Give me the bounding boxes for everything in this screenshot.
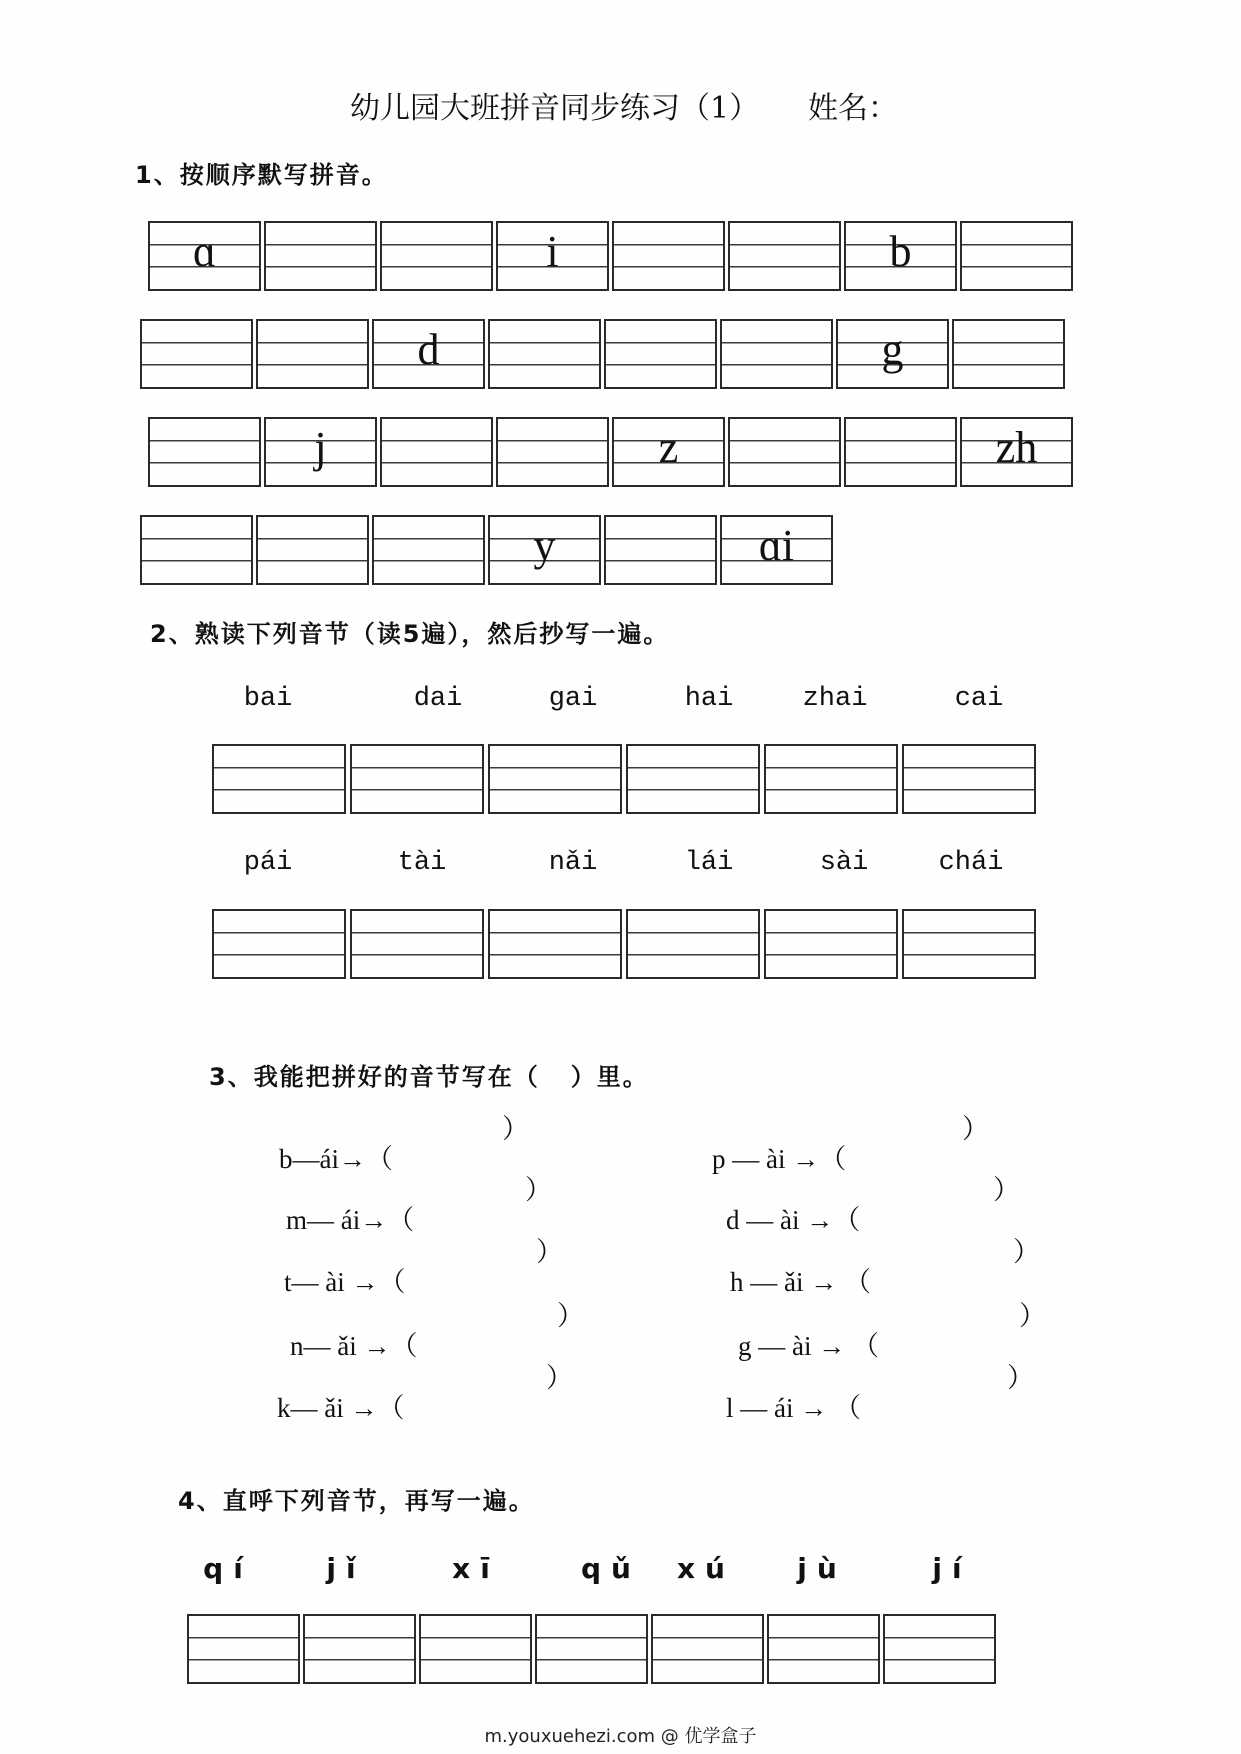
expression-text: b—ái→（ <box>279 1144 393 1174</box>
four-line-cell <box>212 909 346 979</box>
pinyin-row-1 <box>148 221 1073 291</box>
section-3-heading: 3、我能把拼好的音节写在（ ）里。 <box>209 1063 649 1091</box>
syllable-label: hai <box>684 684 734 714</box>
four-line-cell <box>496 417 609 487</box>
four-line-cell <box>488 319 601 389</box>
four-line-cell <box>651 1614 764 1684</box>
close-paren: ） <box>1019 1301 1046 1331</box>
close-paren: ） <box>993 1175 1020 1205</box>
four-line-cell <box>720 319 833 389</box>
four-line-cell <box>372 319 485 389</box>
section-1-heading: 1、按顺序默写拼音。 <box>135 161 388 189</box>
expression-text: p — ài →（ <box>712 1144 847 1174</box>
copy-row-1 <box>212 744 1036 814</box>
four-line-cell <box>844 417 957 487</box>
cell-letter: z <box>658 423 679 472</box>
cell-letter: j <box>314 423 327 472</box>
four-line-cell <box>140 319 253 389</box>
four-line-cell <box>728 417 841 487</box>
name-label: 姓名： <box>808 91 898 126</box>
copy-row-3 <box>187 1614 996 1684</box>
close-paren: ） <box>536 1237 563 1267</box>
syllable-label: nǎi <box>548 848 598 878</box>
four-line-cell <box>844 221 957 291</box>
syllable-label: xú <box>677 1552 735 1585</box>
four-line-cell <box>380 417 493 487</box>
four-line-cell <box>728 221 841 291</box>
cell-letter: ɑi <box>758 521 795 570</box>
copy-row-2 <box>212 909 1036 979</box>
section-2-heading: 2、熟读下列音节（读5遍），然后抄写一遍。 <box>150 620 670 648</box>
four-line-cell <box>419 1614 532 1684</box>
four-line-cell <box>496 221 609 291</box>
pinyin-row-2 <box>140 319 1065 389</box>
spelling-exercise <box>699 1363 1034 1483</box>
cell-letter: y <box>533 521 556 570</box>
four-line-cell <box>264 417 377 487</box>
syllable-label: lái <box>684 848 734 878</box>
syllable-label: pái <box>243 848 293 878</box>
close-paren: ） <box>1013 1237 1040 1267</box>
expression-text: l — ái → （ <box>726 1393 861 1423</box>
syllable-label: chái <box>938 848 1004 878</box>
syllable-label: jí <box>932 1552 972 1585</box>
syllable-label: qí <box>203 1552 253 1585</box>
expression-text: m— ái→（ <box>286 1205 415 1235</box>
close-paren: ） <box>1007 1363 1034 1393</box>
cell-letter: d <box>417 325 440 374</box>
four-line-cell <box>350 744 484 814</box>
section-4-heading: 4、直呼下列音节，再写一遍。 <box>178 1487 535 1515</box>
expression-text: g — ài → （ <box>738 1331 879 1361</box>
four-line-cell <box>626 909 760 979</box>
syllable-label: bai <box>243 684 293 714</box>
syllable-label: jù <box>797 1552 847 1585</box>
expression-text: d — ài →（ <box>726 1205 861 1235</box>
cell-letter: b <box>889 227 912 276</box>
syllable-label: tài <box>397 848 447 878</box>
close-paren: ） <box>525 1175 552 1205</box>
four-line-cell <box>902 909 1036 979</box>
four-line-cell <box>256 319 369 389</box>
syllable-label: sài <box>819 848 869 878</box>
syllable-label: qǔ <box>581 1552 641 1585</box>
expression-text: t— ài →（ <box>284 1267 406 1297</box>
four-line-cell <box>303 1614 416 1684</box>
four-line-cell <box>883 1614 996 1684</box>
four-line-cell <box>836 319 949 389</box>
expression-text: k— ǎi →（ <box>277 1393 405 1423</box>
four-line-cell <box>767 1614 880 1684</box>
four-line-cell <box>952 319 1065 389</box>
close-paren: ） <box>962 1114 989 1144</box>
four-line-cell <box>612 221 725 291</box>
pinyin-row-4 <box>140 515 833 585</box>
cell-letter: zh <box>995 423 1038 472</box>
four-line-cell <box>604 515 717 585</box>
syllable-label: jǐ <box>326 1552 366 1585</box>
four-line-cell <box>612 417 725 487</box>
spelling-exercise <box>250 1363 573 1483</box>
syllable-label: gai <box>548 684 598 714</box>
four-line-cell <box>148 417 261 487</box>
four-line-cell <box>380 221 493 291</box>
expression-text: h — ǎi → （ <box>730 1267 871 1297</box>
four-line-cell <box>626 744 760 814</box>
four-line-cell <box>488 744 622 814</box>
four-line-cell <box>212 744 346 814</box>
syllable-label: xī <box>452 1552 500 1585</box>
four-line-cell <box>604 319 717 389</box>
close-paren: ） <box>502 1114 529 1144</box>
cell-letter: i <box>546 227 559 276</box>
pinyin-row-3 <box>148 417 1073 487</box>
four-line-cell <box>350 909 484 979</box>
four-line-cell <box>187 1614 300 1684</box>
four-line-cell <box>764 744 898 814</box>
four-line-cell <box>720 515 833 585</box>
site-credit-footer: m.youxuehezi.com @ 优学盒子 <box>484 1726 757 1747</box>
four-line-cell <box>264 221 377 291</box>
four-line-cell <box>148 221 261 291</box>
worksheet-title: 幼儿园大班拼音同步练习（1） <box>350 91 760 126</box>
four-line-cell <box>256 515 369 585</box>
expression-text: n— ǎi →（ <box>290 1331 418 1361</box>
four-line-cell <box>140 515 253 585</box>
four-line-cell <box>960 417 1073 487</box>
four-line-cell <box>372 515 485 585</box>
four-line-cell <box>488 909 622 979</box>
cell-letter: g <box>881 325 904 374</box>
close-paren: ） <box>557 1301 584 1331</box>
syllable-label: dai <box>413 684 463 714</box>
syllable-label: zhai <box>802 684 868 714</box>
four-line-cell <box>960 221 1073 291</box>
four-line-cell <box>902 744 1036 814</box>
four-line-cell <box>488 515 601 585</box>
syllable-label: cai <box>954 684 1004 714</box>
four-line-cell <box>535 1614 648 1684</box>
four-line-cell <box>764 909 898 979</box>
close-paren: ） <box>546 1363 573 1393</box>
cell-letter: ɑ <box>192 227 216 276</box>
